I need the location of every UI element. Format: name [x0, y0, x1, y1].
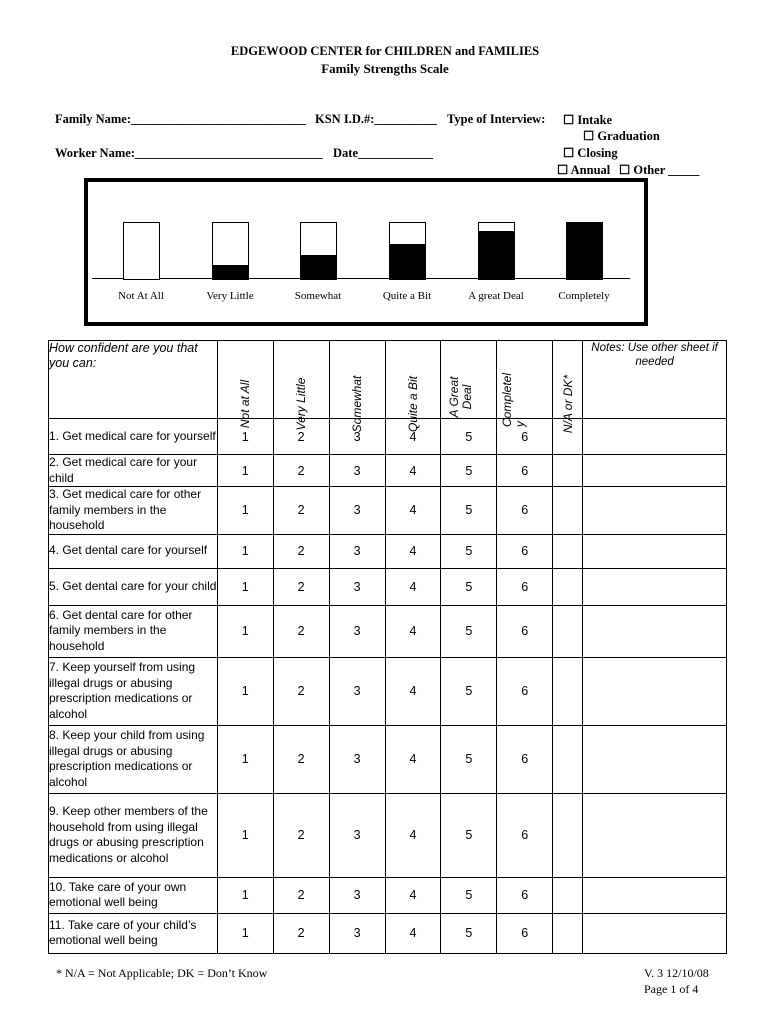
question-text: 7. Keep yourself from using illegal drugs or abusing prescription medications or alcohol [49, 657, 218, 725]
score-option-5[interactable]: 5 [441, 605, 497, 657]
notes-header: Notes: Use other sheet if needed [583, 341, 727, 419]
page-number: Page 1 of 4 [644, 982, 699, 996]
score-option-5[interactable]: 5 [441, 657, 497, 725]
annual-checkbox-icon[interactable]: ☐ [557, 163, 569, 177]
score-option-2[interactable]: 2 [273, 657, 329, 725]
notes-cell[interactable] [583, 877, 727, 913]
score-option-3[interactable]: 3 [329, 725, 385, 793]
form-title: Family Strengths Scale [321, 61, 449, 76]
score-option-6[interactable]: 6 [497, 657, 553, 725]
score-option-4[interactable]: 4 [385, 487, 441, 535]
intake-checkbox-icon[interactable]: ☐ [563, 113, 575, 127]
score-option-4[interactable]: 4 [385, 877, 441, 913]
table-row [49, 793, 727, 877]
scale-bar-very-little [212, 222, 249, 280]
na-dk-cell[interactable] [553, 913, 583, 953]
score-option-1[interactable]: 1 [217, 657, 273, 725]
na-dk-cell[interactable] [553, 657, 583, 725]
question-text: 1. Get medical care for yourself [49, 419, 218, 455]
question-text: 8. Keep your child from using illegal drugs or abusing prescription medications or alcohol [49, 725, 218, 793]
score-option-4[interactable]: 4 [385, 534, 441, 568]
worker-name-field[interactable]: Worker Name:______________________________ [55, 146, 323, 160]
score-option-5[interactable]: 5 [441, 419, 497, 455]
score-option-3[interactable]: 3 [329, 605, 385, 657]
scale-bar-fill [567, 223, 602, 279]
score-option-6[interactable]: 6 [497, 877, 553, 913]
score-option-6[interactable]: 6 [497, 605, 553, 657]
score-option-4[interactable]: 4 [385, 455, 441, 487]
score-option-1[interactable]: 1 [217, 725, 273, 793]
table-header-row [49, 341, 727, 419]
table-row [49, 568, 727, 605]
question-text: 9. Keep other members of the household from using illegal drugs or abusing prescription medications or alcohol [49, 793, 218, 877]
table-row [49, 455, 727, 487]
table-row [49, 725, 727, 793]
score-option-4[interactable]: 4 [385, 657, 441, 725]
na-dk-cell[interactable] [553, 877, 583, 913]
notes-cell[interactable] [583, 487, 727, 535]
question-text: 4. Get dental care for yourself [49, 534, 218, 568]
na-dk-cell[interactable] [553, 793, 583, 877]
score-option-5[interactable]: 5 [441, 877, 497, 913]
col-header-quite-a-bit: Quite a Bit [385, 341, 441, 419]
col-header-a-great-deal: A Great Deal [441, 341, 497, 419]
score-option-4[interactable]: 4 [385, 605, 441, 657]
scale-bar-not-at-all [123, 222, 160, 280]
table-row [49, 913, 727, 953]
other-checkbox-icon[interactable]: ☐ [619, 163, 631, 177]
table-row [49, 657, 727, 725]
scale-bar-quite-a-bit [389, 222, 426, 280]
ksn-id-field[interactable]: KSN I.D.#:__________ [315, 112, 437, 126]
graduation-option[interactable] [583, 128, 660, 144]
version-label: V. 3 12/10/08 [644, 966, 709, 980]
score-option-6[interactable]: 6 [497, 568, 553, 605]
score-option-4[interactable]: 4 [385, 793, 441, 877]
col-header-completely: Completel y [497, 341, 553, 419]
col-header-not-at-all: Not at All [217, 341, 273, 419]
score-option-1[interactable]: 1 [217, 455, 273, 487]
notes-cell[interactable] [583, 455, 727, 487]
notes-cell[interactable] [583, 534, 727, 568]
question-text: 10. Take care of your own emotional well being [49, 877, 218, 913]
notes-cell[interactable] [583, 419, 727, 455]
na-dk-cell[interactable] [553, 534, 583, 568]
score-option-2[interactable]: 2 [273, 793, 329, 877]
score-option-5[interactable]: 5 [441, 725, 497, 793]
score-option-5[interactable]: 5 [441, 793, 497, 877]
scale-label: A great Deal [468, 290, 524, 302]
score-option-1[interactable]: 1 [217, 419, 273, 455]
score-option-4[interactable]: 4 [385, 725, 441, 793]
annual-label: Annual [570, 163, 611, 177]
score-option-3[interactable]: 3 [329, 657, 385, 725]
na-dk-cell[interactable] [553, 568, 583, 605]
annual-option[interactable] [557, 162, 610, 178]
graduation-label: Graduation [597, 129, 660, 143]
footnote: * N/A = Not Applicable; DK = Don’t Know [56, 966, 268, 980]
score-option-3[interactable]: 3 [329, 419, 385, 455]
scale-bar-fill [390, 244, 425, 279]
na-dk-cell[interactable] [553, 605, 583, 657]
score-option-6[interactable]: 6 [497, 487, 553, 535]
col-header-somewhat: Somewhat [329, 341, 385, 419]
score-option-2[interactable]: 2 [273, 568, 329, 605]
scale-label: Very Little [206, 290, 254, 302]
score-option-1[interactable]: 1 [217, 605, 273, 657]
score-option-5[interactable]: 5 [441, 487, 497, 535]
table-row [49, 605, 727, 657]
scale-label: Not At All [118, 290, 164, 302]
closing-option[interactable] [563, 145, 618, 161]
closing-checkbox-icon[interactable]: ☐ [563, 146, 575, 160]
score-option-6[interactable]: 6 [497, 419, 553, 455]
score-option-6[interactable]: 6 [497, 913, 553, 953]
score-option-6[interactable]: 6 [497, 455, 553, 487]
question-text: 11. Take care of your child’s emotional well being [49, 913, 218, 953]
score-option-2[interactable]: 2 [273, 534, 329, 568]
score-option-5[interactable]: 5 [441, 534, 497, 568]
question-text: 3. Get medical care for other family members in the household [49, 487, 218, 535]
score-option-4[interactable]: 4 [385, 419, 441, 455]
notes-cell[interactable] [583, 913, 727, 953]
score-option-2[interactable]: 2 [273, 725, 329, 793]
score-option-2[interactable]: 2 [273, 605, 329, 657]
scale-label: Completely [558, 290, 610, 302]
score-option-4[interactable]: 4 [385, 913, 441, 953]
scale-label: Quite a Bit [382, 290, 432, 302]
confidence-table [48, 340, 727, 954]
scale-bar-fill [213, 265, 248, 279]
question-text: 2. Get medical care for your child [49, 455, 218, 487]
org-title: EDGEWOOD CENTER for CHILDREN and FAMILIES [230, 44, 540, 58]
score-option-1[interactable]: 1 [217, 877, 273, 913]
scale-bar-fill [301, 255, 336, 279]
scale-label: Somewhat [294, 290, 342, 302]
score-option-5[interactable]: 5 [441, 455, 497, 487]
other-label: Other _____ [633, 163, 700, 177]
notes-cell[interactable] [583, 793, 727, 877]
col-header-na-dk: N/A or DK* [553, 341, 583, 419]
notes-cell[interactable] [583, 568, 727, 605]
family-name-field[interactable]: Family Name:____________________________ [55, 112, 307, 126]
score-option-3[interactable]: 3 [329, 568, 385, 605]
score-option-5[interactable]: 5 [441, 568, 497, 605]
score-option-1[interactable]: 1 [217, 487, 273, 535]
na-dk-cell[interactable] [553, 487, 583, 535]
scale-bar-somewhat [300, 222, 337, 280]
question-header: How confident are you that you can: [49, 341, 218, 419]
question-text: 6. Get dental care for other family members in the household [49, 605, 218, 657]
score-option-6[interactable]: 6 [497, 725, 553, 793]
notes-cell[interactable] [583, 657, 727, 725]
score-option-3[interactable]: 3 [329, 877, 385, 913]
scale-bar-fill [479, 231, 514, 279]
score-option-4[interactable]: 4 [385, 568, 441, 605]
score-option-2[interactable]: 2 [273, 877, 329, 913]
score-option-1[interactable]: 1 [217, 913, 273, 953]
score-option-6[interactable]: 6 [497, 793, 553, 877]
date-field[interactable]: Date____________ [333, 146, 433, 160]
score-option-1[interactable]: 1 [217, 568, 273, 605]
score-option-2[interactable]: 2 [273, 487, 329, 535]
interview-type-label: Type of Interview: [447, 112, 546, 126]
notes-cell[interactable] [583, 605, 727, 657]
score-option-1[interactable]: 1 [217, 793, 273, 877]
intake-option[interactable] [563, 112, 612, 128]
table-row [49, 419, 727, 455]
table-row [49, 487, 727, 535]
score-option-3[interactable]: 3 [329, 913, 385, 953]
scale-baseline [92, 278, 630, 279]
score-option-1[interactable]: 1 [217, 534, 273, 568]
closing-label: Closing [577, 146, 618, 160]
intake-label: Intake [577, 113, 613, 127]
score-option-3[interactable]: 3 [329, 487, 385, 535]
graduation-checkbox-icon[interactable]: ☐ [583, 129, 595, 143]
col-header-very-little: Very Little [273, 341, 329, 419]
strength-scale-graphic [84, 178, 648, 326]
table-row [49, 534, 727, 568]
score-option-3[interactable]: 3 [329, 455, 385, 487]
question-text: 5. Get dental care for your child [49, 568, 218, 605]
na-dk-cell[interactable] [553, 455, 583, 487]
other-option[interactable] [619, 162, 699, 178]
score-option-6[interactable]: 6 [497, 534, 553, 568]
score-option-5[interactable]: 5 [441, 913, 497, 953]
notes-cell[interactable] [583, 725, 727, 793]
score-option-2[interactable]: 2 [273, 455, 329, 487]
score-option-3[interactable]: 3 [329, 534, 385, 568]
table-row [49, 877, 727, 913]
scale-bar-a-great-deal [478, 222, 515, 280]
na-dk-cell[interactable] [553, 725, 583, 793]
scale-bar-completely [566, 222, 603, 280]
score-option-2[interactable]: 2 [273, 913, 329, 953]
score-option-2[interactable]: 2 [273, 419, 329, 455]
score-option-3[interactable]: 3 [329, 793, 385, 877]
